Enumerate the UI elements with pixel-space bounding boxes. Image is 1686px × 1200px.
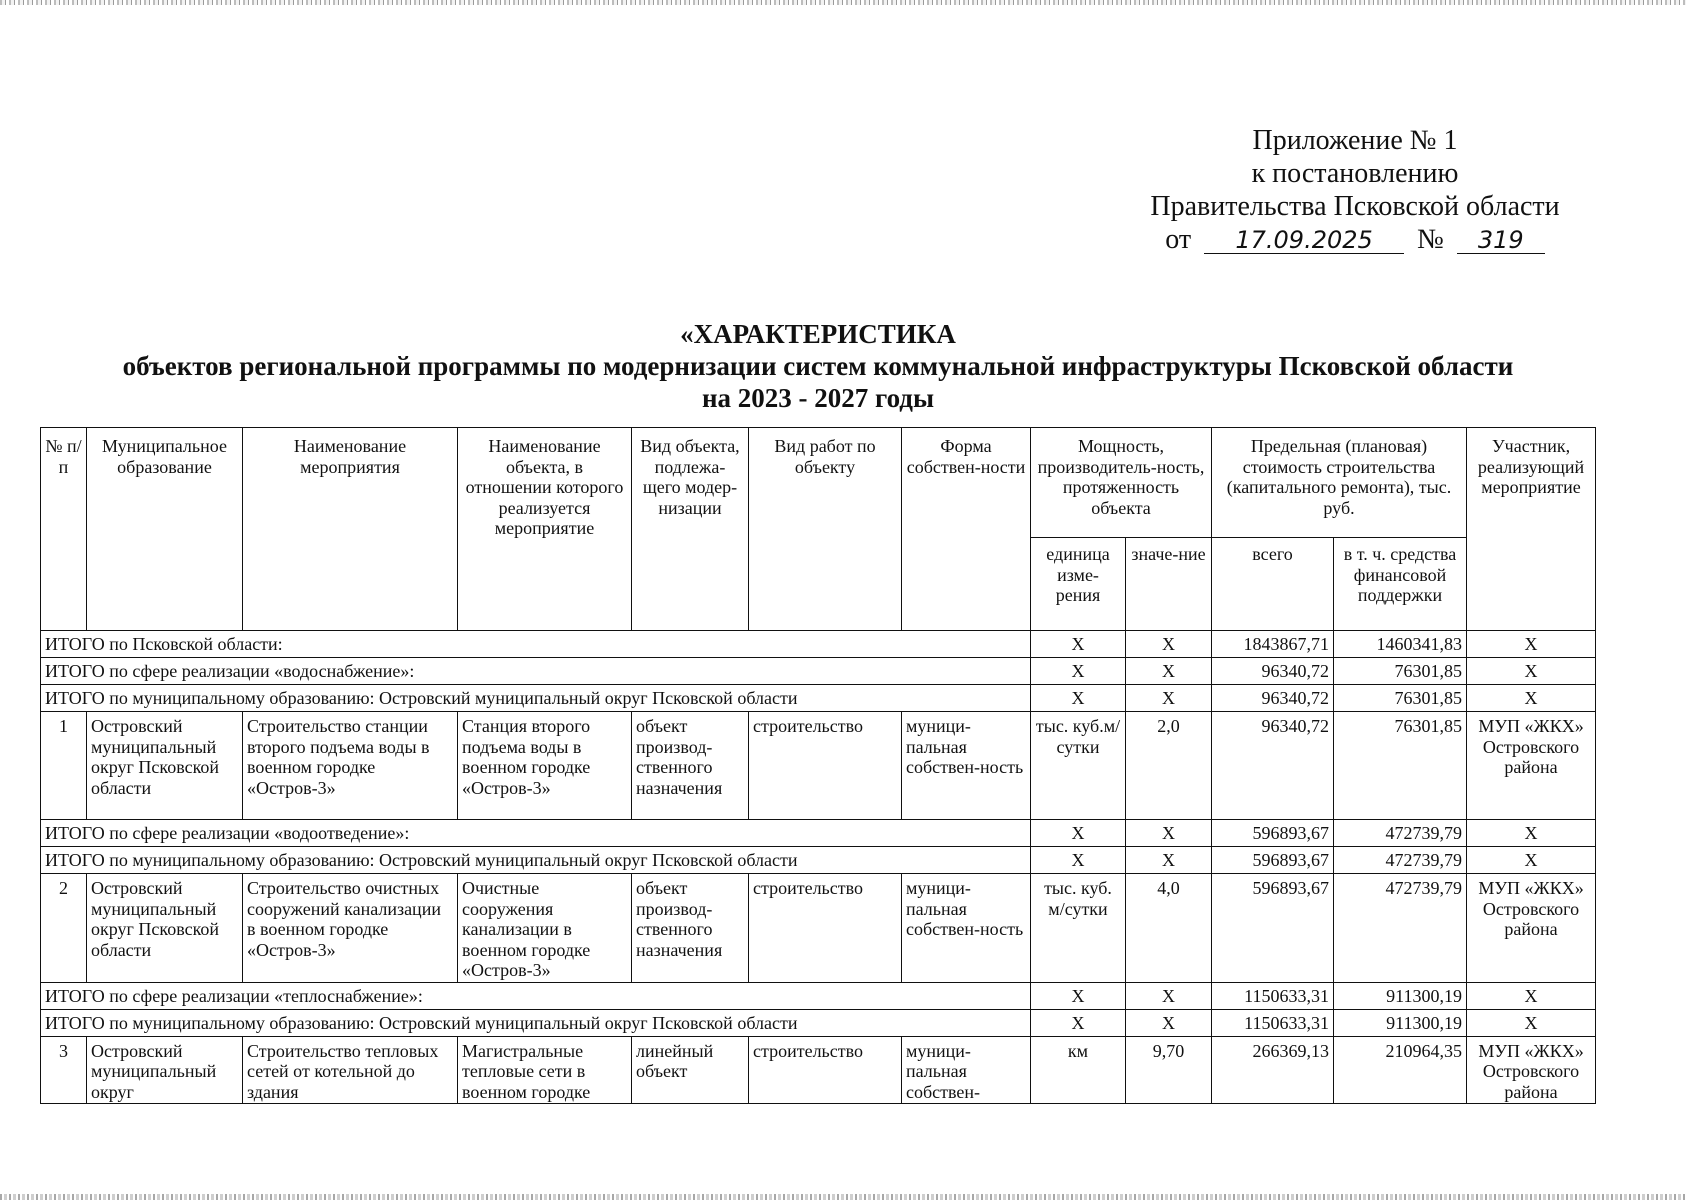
scan-edge-top [0,0,1686,5]
appendix-line-2: к постановлению [1251,158,1459,189]
object-row-1 [41,712,1596,820]
object-ownership: муници-пальная собствен- [902,1036,1031,1104]
object-work-type: строительство [749,712,902,820]
object-measure: Строительство тепловых сетей от котельной до здания [243,1036,458,1104]
object-unit: тыс. куб. м/сутки [1031,874,1126,983]
object-type: линейный объект [632,1036,749,1104]
object-unit: тыс. куб.м/ сутки [1031,712,1126,820]
total-support: 1460341,83 [1334,631,1467,658]
object-participant: МУП «ЖКХ» Островского района [1467,1036,1596,1104]
total-value: X [1126,820,1212,847]
header-row-1 [41,428,1596,538]
total-label: ИТОГО по сфере реализации «водоотведение»: [41,820,1031,847]
total-row-water-municipality [41,685,1596,712]
object-name: Станция второго подъема воды в военном городке «Остров-3» [458,712,632,820]
total-row-heat-municipality [41,1009,1596,1036]
object-measure: Строительство очистных сооружений канализации в военном городке «Остров-3» [243,874,458,983]
header-cost-support: в т. ч. средства финансовой поддержки [1334,538,1467,631]
total-label: ИТОГО по муниципальному образованию: Островский муниципальный округ Псковской области [41,847,1031,874]
total-participant: X [1467,847,1596,874]
object-cost: 266369,13 [1212,1036,1334,1104]
object-row-3 [41,1036,1596,1104]
total-support: 76301,85 [1334,685,1467,712]
total-value: X [1126,1009,1212,1036]
header-municipality: Муниципальное образование [87,428,243,631]
object-num: 3 [41,1036,87,1104]
total-cost: 96340,72 [1212,685,1334,712]
header-num: № п/п [41,428,87,631]
header-ownership: Форма собствен-ности [902,428,1031,631]
object-type: объект производ-ственного назначения [632,712,749,820]
appendix-line-4 [1100,223,1610,256]
title-line-1: «ХАРАКТЕРИСТИКА [680,319,956,349]
object-work-type: строительство [749,874,902,983]
appendix-line-1: Приложение № 1 [1252,125,1458,156]
header-object-name: Наименование объекта, в отношении которого реализуется мероприятие [458,428,632,631]
total-label: ИТОГО по муниципальному образованию: Островский муниципальный округ Псковской области [41,1009,1031,1036]
total-support: 911300,19 [1334,982,1467,1009]
total-support: 76301,85 [1334,658,1467,685]
total-participant: X [1467,820,1596,847]
total-value: X [1126,658,1212,685]
total-label: ИТОГО по Псковской области: [41,631,1031,658]
total-cost: 1150633,31 [1212,982,1334,1009]
object-municipality: Островский муниципальный округ Псковской области [87,712,243,820]
total-value: X [1126,631,1212,658]
object-name: Очистные сооружения канализации в военном городке «Остров-3» [458,874,632,983]
object-work-type: строительство [749,1036,902,1104]
header-cost: Предельная (плановая) стоимость строительства (капитального ремонта), тыс. руб. [1212,428,1467,538]
total-row-sewer-municipality [41,847,1596,874]
document-title [40,318,1596,414]
total-row-water [41,658,1596,685]
object-cost: 596893,67 [1212,874,1334,983]
title-line-3: на 2023 - 2027 годы [701,383,935,413]
total-support: 911300,19 [1334,1009,1467,1036]
object-municipality: Островский муниципальный округ [87,1036,243,1104]
object-name: Магистральные тепловые сети в военном городке [458,1036,632,1104]
appendix-header [1100,124,1610,256]
total-support: 472739,79 [1334,847,1467,874]
header-capacity: Мощность, производитель-ность, протяженность объекта [1031,428,1212,538]
header-capacity-unit: единица изме-рения [1031,538,1126,631]
characteristics-table [40,427,1596,1104]
handwritten-number: 319 [1457,227,1545,254]
total-cost: 596893,67 [1212,847,1334,874]
header-cost-total: всего [1212,538,1334,631]
header-work-type: Вид работ по объекту [749,428,902,631]
appendix-from-prefix: от [1165,224,1192,255]
total-unit: X [1031,820,1126,847]
total-participant: X [1467,631,1596,658]
total-cost: 1150633,31 [1212,1009,1334,1036]
total-row-heat [41,982,1596,1009]
header-participant: Участник, реализующий мероприятие [1467,428,1596,631]
total-unit: X [1031,982,1126,1009]
appendix-line-3: Правительства Псковской области [1150,191,1560,222]
object-participant: МУП «ЖКХ» Островского района [1467,874,1596,983]
total-value: X [1126,982,1212,1009]
object-municipality: Островский муниципальный округ Псковской области [87,874,243,983]
object-type: объект производ-ственного назначения [632,874,749,983]
object-value: 4,0 [1126,874,1212,983]
object-row-2 [41,874,1596,983]
object-support: 76301,85 [1334,712,1467,820]
total-cost: 1843867,71 [1212,631,1334,658]
total-unit: X [1031,631,1126,658]
object-support: 472739,79 [1334,874,1467,983]
total-participant: X [1467,982,1596,1009]
header-capacity-value: значе-ние [1126,538,1212,631]
total-label: ИТОГО по сфере реализации «теплоснабжение»: [41,982,1031,1009]
total-value: X [1126,847,1212,874]
object-cost: 96340,72 [1212,712,1334,820]
total-cost: 596893,67 [1212,820,1334,847]
title-line-2: объектов региональной программы по модернизации систем коммунальной инфраструктуры Псковской области [122,351,1514,381]
total-participant: X [1467,685,1596,712]
object-value: 9,70 [1126,1036,1212,1104]
total-participant: X [1467,658,1596,685]
total-value: X [1126,685,1212,712]
total-unit: X [1031,1009,1126,1036]
total-row-region [41,631,1596,658]
total-support: 472739,79 [1334,820,1467,847]
total-unit: X [1031,685,1126,712]
total-label: ИТОГО по сфере реализации «водоснабжение»: [41,658,1031,685]
object-num: 1 [41,712,87,820]
total-unit: X [1031,847,1126,874]
object-ownership: муници-пальная собствен-ность [902,712,1031,820]
total-participant: X [1467,1009,1596,1036]
total-label: ИТОГО по муниципальному образованию: Островский муниципальный округ Псковской области [41,685,1031,712]
object-value: 2,0 [1126,712,1212,820]
total-row-sewer [41,820,1596,847]
object-ownership: муници-пальная собствен-ность [902,874,1031,983]
number-sign: № [1417,224,1444,255]
object-measure: Строительство станции второго подъема воды в военном городке «Остров-3» [243,712,458,820]
handwritten-date: 17.09.2025 [1204,227,1404,254]
total-cost: 96340,72 [1212,658,1334,685]
header-measure-name: Наименование мероприятия [243,428,458,631]
total-unit: X [1031,658,1126,685]
object-participant: МУП «ЖКХ» Островского района [1467,712,1596,820]
header-object-type: Вид объекта, подлежа-щего модер-низации [632,428,749,631]
object-support: 210964,35 [1334,1036,1467,1104]
object-num: 2 [41,874,87,983]
object-unit: км [1031,1036,1126,1104]
scan-edge-bottom [0,1194,1686,1200]
